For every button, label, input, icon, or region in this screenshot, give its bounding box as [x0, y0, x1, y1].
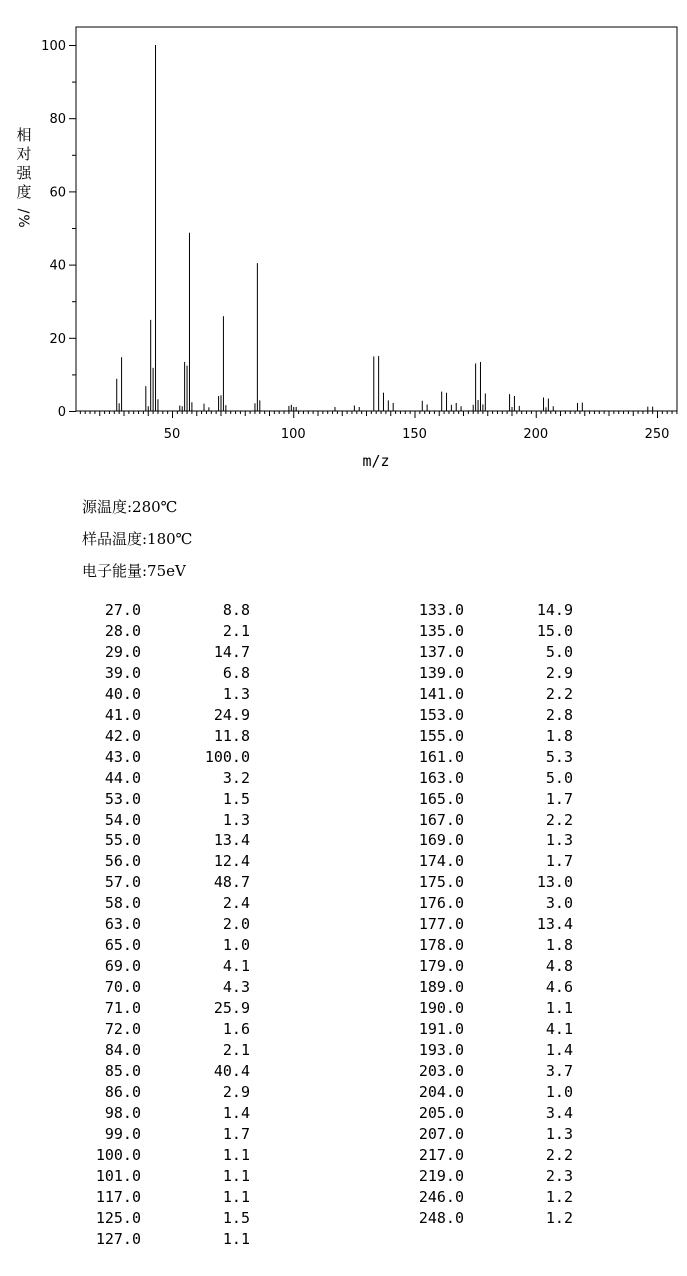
- peak-mz: 98.0: [104, 1103, 141, 1122]
- peak-abundance: 2.8: [545, 705, 573, 724]
- peak-row: [0, 956, 687, 977]
- peak-row: [0, 872, 687, 893]
- peak-abundance: 6.8: [222, 663, 250, 682]
- peak-abundance: 2.1: [222, 621, 250, 640]
- peak-abundance: 1.8: [545, 936, 573, 955]
- peak-mz: 177.0: [418, 915, 464, 934]
- peak-abundance: 1.3: [545, 1124, 573, 1143]
- x-tick-label: 150: [402, 427, 427, 442]
- peak-row: [0, 621, 687, 642]
- peak-row: [0, 977, 687, 998]
- peak-abundance: 4.1: [222, 957, 250, 976]
- peak-row: [0, 1208, 687, 1229]
- peak-abundance: 40.4: [213, 1061, 250, 1080]
- peak-abundance: 1.7: [545, 789, 573, 808]
- peak-mz: 174.0: [418, 852, 464, 871]
- peak-abundance: 5.0: [545, 768, 573, 787]
- peak-mz: 191.0: [418, 1020, 464, 1038]
- peak-abundance: 4.8: [545, 957, 573, 976]
- spectrum-peaks: [117, 45, 653, 411]
- peak-abundance: 2.9: [222, 1082, 250, 1101]
- electron-energy: 电子能量:75eV: [82, 562, 186, 580]
- peak-mz: 163.0: [418, 768, 464, 787]
- peak-abundance: 4.3: [222, 978, 250, 997]
- peak-abundance: 4.6: [545, 978, 573, 997]
- peak-mz: 85.0: [104, 1061, 141, 1080]
- peak-abundance: 1.6: [222, 1020, 250, 1038]
- peak-row: [0, 1145, 687, 1166]
- peak-row: [0, 830, 687, 851]
- peak-mz: 117.0: [95, 1187, 141, 1206]
- peak-abundance: 13.4: [536, 915, 573, 934]
- peak-mz: 72.0: [104, 1020, 141, 1038]
- peak-abundance: 1.8: [545, 726, 573, 745]
- peak-mz: 167.0: [418, 810, 464, 829]
- peak-row: [0, 1019, 687, 1040]
- peak-abundance: 1.0: [222, 936, 250, 955]
- peak-mz: 41.0: [104, 705, 141, 724]
- peak-abundance: 1.4: [545, 1040, 573, 1059]
- peak-mz: 141.0: [418, 684, 464, 703]
- peak-row: [0, 998, 687, 1019]
- peak-row: [0, 914, 687, 935]
- peak-row: [0, 1040, 687, 1061]
- mass-spectrum-chart: [0, 0, 687, 480]
- peak-abundance: 1.1: [222, 1145, 250, 1164]
- peak-row: [0, 1166, 687, 1187]
- peak-abundance: 48.7: [213, 873, 250, 892]
- peak-abundance: 1.3: [222, 810, 250, 829]
- peak-mz: 217.0: [418, 1145, 464, 1164]
- y-axis-label-char: %: [15, 214, 31, 228]
- peak-mz: 155.0: [418, 726, 464, 745]
- peak-abundance: 4.1: [545, 1020, 573, 1038]
- peak-mz: 101.0: [95, 1166, 141, 1185]
- peak-abundance: 2.1: [222, 1040, 250, 1059]
- peak-mz: 40.0: [104, 684, 141, 703]
- peak-mz: 248.0: [418, 1208, 464, 1227]
- peak-abundance: 1.5: [222, 789, 250, 808]
- peak-mz: 27.0: [104, 601, 141, 619]
- peak-abundance: 2.9: [545, 663, 573, 682]
- y-axis-label-char: 度: [16, 183, 32, 201]
- peak-mz: 161.0: [418, 747, 464, 766]
- peak-abundance: 2.2: [545, 810, 573, 829]
- peak-mz: 57.0: [104, 873, 141, 892]
- peak-mz: 189.0: [418, 978, 464, 997]
- peak-abundance: 11.8: [213, 726, 250, 745]
- sample-temperature: 样品温度:180℃: [82, 530, 193, 548]
- y-tick-label: 80: [49, 112, 66, 128]
- peak-mz: 203.0: [418, 1061, 464, 1080]
- peak-mz: 204.0: [418, 1082, 464, 1101]
- peak-abundance: 2.2: [545, 684, 573, 703]
- peak-table: [0, 600, 687, 1260]
- peak-abundance: 1.2: [545, 1208, 573, 1227]
- peak-abundance: 1.5: [222, 1208, 250, 1227]
- peak-mz: 207.0: [418, 1124, 464, 1143]
- peak-mz: 133.0: [418, 601, 464, 619]
- peak-abundance: 2.2: [545, 1145, 573, 1164]
- peak-mz: 179.0: [418, 957, 464, 976]
- plot-frame: [76, 27, 677, 411]
- peak-mz: 29.0: [104, 642, 141, 661]
- peak-mz: 99.0: [104, 1124, 141, 1143]
- peak-mz: 100.0: [95, 1145, 141, 1164]
- peak-mz: 125.0: [95, 1208, 141, 1227]
- peak-mz: 153.0: [418, 705, 464, 724]
- x-axis-ticks: [80, 411, 677, 442]
- peak-mz: 178.0: [418, 936, 464, 955]
- y-tick-label: 20: [49, 331, 66, 347]
- peak-mz: 205.0: [418, 1103, 464, 1122]
- y-axis-label: [15, 126, 32, 228]
- peak-mz: 165.0: [418, 789, 464, 808]
- peak-mz: 219.0: [418, 1166, 464, 1185]
- peak-abundance: 12.4: [213, 852, 250, 871]
- y-axis-ticks: [41, 39, 76, 420]
- peak-abundance: 24.9: [213, 705, 250, 724]
- peak-mz: 69.0: [104, 957, 141, 976]
- peak-abundance: 3.4: [545, 1103, 573, 1122]
- peak-mz: 139.0: [418, 663, 464, 682]
- peak-abundance: 13.0: [536, 873, 573, 892]
- peak-abundance: 14.7: [213, 642, 250, 661]
- peak-abundance: 3.7: [545, 1061, 573, 1080]
- peak-mz: 63.0: [104, 915, 141, 934]
- peak-row: [0, 726, 687, 747]
- peak-mz: 54.0: [104, 810, 141, 829]
- peak-mz: 65.0: [104, 936, 141, 955]
- peak-row: [0, 1124, 687, 1145]
- peak-mz: 56.0: [104, 852, 141, 871]
- x-tick-label: 50: [163, 427, 181, 442]
- peak-abundance: 1.1: [222, 1166, 250, 1185]
- peak-abundance: 3.0: [545, 894, 573, 913]
- peak-mz: 190.0: [418, 999, 464, 1018]
- peak-mz: 42.0: [104, 726, 141, 745]
- peak-abundance: 1.2: [545, 1187, 573, 1206]
- peak-abundance: 25.9: [213, 999, 250, 1018]
- peak-mz: 135.0: [418, 621, 464, 640]
- peak-mz: 176.0: [418, 894, 464, 913]
- peak-abundance: 5.0: [545, 642, 573, 661]
- peak-abundance: 2.0: [222, 915, 250, 934]
- x-axis-label: m/z: [362, 452, 390, 470]
- peak-abundance: 5.3: [545, 747, 573, 766]
- peak-row: [0, 1187, 687, 1208]
- peak-abundance: 14.9: [536, 601, 573, 619]
- peak-row: [0, 642, 687, 663]
- peak-row: [0, 893, 687, 914]
- peak-mz: 137.0: [418, 642, 464, 661]
- y-tick-label: 40: [49, 258, 66, 274]
- peak-mz: 84.0: [104, 1040, 141, 1059]
- peak-mz: 246.0: [418, 1187, 464, 1206]
- y-axis-label-char: 相: [16, 126, 32, 144]
- peak-abundance: 1.1: [545, 999, 573, 1018]
- y-tick-label: 100: [41, 39, 66, 54]
- peak-abundance: 8.8: [222, 601, 250, 619]
- peak-row: [0, 747, 687, 768]
- peak-row: [0, 600, 687, 621]
- peak-abundance: 2.3: [545, 1166, 573, 1185]
- peak-mz: 28.0: [104, 621, 141, 640]
- peak-row: [0, 1082, 687, 1103]
- peak-abundance: 1.0: [545, 1082, 573, 1101]
- peak-mz: 193.0: [418, 1040, 464, 1059]
- peak-row: [0, 663, 687, 684]
- peak-mz: 43.0: [104, 747, 141, 766]
- peak-abundance: 1.7: [222, 1124, 250, 1143]
- x-tick-label: 200: [523, 427, 549, 442]
- source-temperature: 源温度:280℃: [82, 498, 178, 516]
- y-axis-label-char: 对: [16, 145, 32, 163]
- peak-abundance: 1.1: [222, 1187, 250, 1206]
- peak-row: [0, 1229, 687, 1250]
- peak-mz: 71.0: [104, 999, 141, 1018]
- peak-row: [0, 851, 687, 872]
- peak-abundance: 1.3: [222, 684, 250, 703]
- peak-mz: 169.0: [418, 831, 464, 850]
- peak-abundance: 100.0: [204, 747, 250, 766]
- peak-row: [0, 705, 687, 726]
- peak-row: [0, 1061, 687, 1082]
- peak-row: [0, 684, 687, 705]
- peak-abundance: 3.2: [222, 768, 250, 787]
- peak-abundance: 2.4: [222, 894, 250, 913]
- y-tick-label: 60: [49, 185, 66, 201]
- peak-row: [0, 1103, 687, 1124]
- y-tick-label: 0: [57, 405, 66, 420]
- peak-row: [0, 810, 687, 831]
- peak-abundance: 13.4: [213, 831, 250, 850]
- peak-abundance: 1.4: [222, 1103, 250, 1122]
- peak-mz: 175.0: [418, 873, 464, 892]
- peak-mz: 58.0: [104, 894, 141, 913]
- peak-row: [0, 935, 687, 956]
- y-axis-label-char: /: [15, 208, 31, 214]
- peak-abundance: 1.7: [545, 852, 573, 871]
- peak-mz: 53.0: [104, 789, 141, 808]
- x-tick-label: 100: [280, 427, 306, 442]
- peak-mz: 86.0: [104, 1082, 141, 1101]
- peak-abundance: 15.0: [536, 621, 573, 640]
- peak-row: [0, 768, 687, 789]
- peak-row: [0, 789, 687, 810]
- peak-mz: 127.0: [95, 1229, 141, 1248]
- peak-mz: 39.0: [104, 663, 141, 682]
- y-axis-label-char: 强: [16, 164, 32, 182]
- peak-mz: 44.0: [104, 768, 141, 787]
- peak-mz: 55.0: [104, 831, 141, 850]
- peak-abundance: 1.3: [545, 831, 573, 850]
- x-tick-label: 250: [644, 427, 670, 442]
- peak-mz: 70.0: [104, 978, 141, 997]
- peak-abundance: 1.1: [222, 1229, 250, 1248]
- plot-border: [76, 27, 677, 411]
